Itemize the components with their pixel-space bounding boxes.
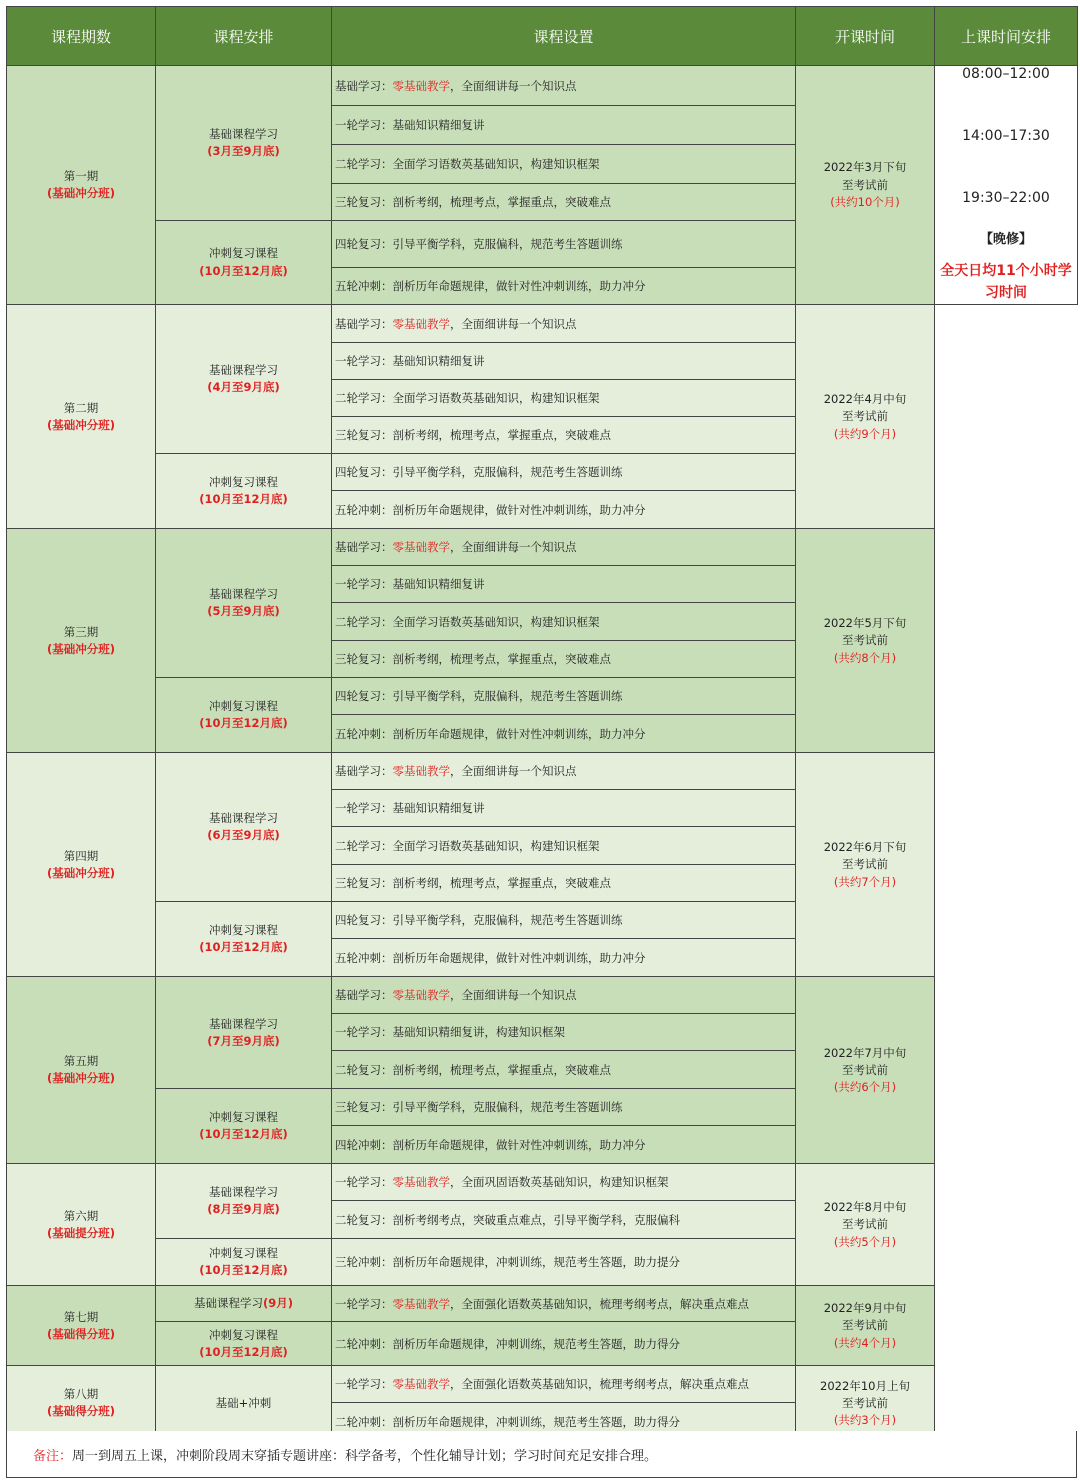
group-period: (10月至12月底) <box>199 940 288 955</box>
item-label: 五轮冲刺： <box>335 279 393 294</box>
item-text: 基础知识精细复讲 <box>392 801 485 816</box>
start-date: 2022年4月中旬 <box>823 392 907 406</box>
item-highlight: 零基础教学 <box>392 988 450 1003</box>
course-item <box>332 865 796 902</box>
item-text: 剖析历年命题规律，冲刺训练，规范考生答题，助力得分 <box>392 1336 680 1351</box>
item-label: 四轮复习： <box>335 913 393 928</box>
item-label: 二轮学习： <box>335 614 393 629</box>
start-cell <box>796 1286 935 1366</box>
start-until: 至考试前 <box>842 633 888 648</box>
term-name-cell <box>7 977 156 1164</box>
start-until: 至考试前 <box>842 409 888 424</box>
start-until: 至考试前 <box>842 1395 888 1410</box>
item-text: 基础知识精细复讲 <box>392 354 485 369</box>
item-text: 引导平衡学科，克服偏科，规范考生答题训练 <box>392 689 623 704</box>
item-label: 一轮学习： <box>335 354 393 369</box>
term-name: 第二期 <box>63 400 99 415</box>
term-name-cell <box>7 1286 156 1366</box>
start-date: 2022年8月中旬 <box>823 1200 907 1214</box>
item-label: 五轮冲刺： <box>335 950 393 965</box>
item-label: 二轮学习： <box>335 838 393 853</box>
group-name: 基础课程学习 <box>193 1296 263 1311</box>
item-text: 引导平衡学科，克服偏科，规范考生答题训练 <box>392 1100 623 1115</box>
start-date: 2022年10月上旬 <box>820 1378 910 1393</box>
course-item <box>332 529 796 566</box>
header-arrangement: 课程安排 <box>156 7 332 66</box>
item-text: 剖析历年命题规律，冲刺训练，规范考生答题，助力提分 <box>392 1255 680 1270</box>
term-class: (基础冲分班) <box>46 186 115 201</box>
header-term: 课程期数 <box>7 7 156 66</box>
start-cell <box>796 1366 935 1441</box>
item-label: 三轮复习： <box>335 428 393 443</box>
item-label: 基础学习： <box>335 78 393 93</box>
course-item <box>332 1089 796 1126</box>
course-item <box>332 1126 796 1164</box>
item-label: 一轮学习： <box>335 118 393 132</box>
item-text: 全面学习语数英基础知识，构建知识框架 <box>392 614 600 629</box>
group-period: (10月至12月底) <box>199 1263 288 1278</box>
item-label: 三轮复习： <box>335 1100 393 1115</box>
group-period: (10月至12月底) <box>199 492 288 507</box>
header-setting: 课程设置 <box>332 7 796 66</box>
item-label: 一轮学习： <box>335 1175 393 1190</box>
term-name: 第七期 <box>63 1309 99 1324</box>
course-item <box>332 827 796 865</box>
group-cell <box>156 529 332 678</box>
item-text: 引导平衡学科，克服偏科，规范考生答题训练 <box>392 913 623 928</box>
item-label: 基础学习： <box>335 540 393 555</box>
start-until: 至考试前 <box>842 1062 888 1077</box>
start-date: 2022年7月中旬 <box>823 1045 907 1060</box>
course-item <box>332 1164 796 1201</box>
duration: (共约10个月) <box>830 194 900 209</box>
term-name: 第六期 <box>63 1208 99 1223</box>
term-4 <box>7 753 1078 977</box>
item-label: 三轮复习： <box>335 195 393 209</box>
group-cell <box>156 221 332 305</box>
course-item <box>332 1201 796 1239</box>
header-start-time: 开课时间 <box>796 7 935 66</box>
group-name: 基础课程学习 <box>209 363 278 378</box>
item-text: 剖析考纲考点，突破重点难点，引导平衡学科，克服偏科 <box>392 1212 680 1227</box>
group-cell <box>156 678 332 753</box>
group-cell <box>156 1366 332 1441</box>
term-name: 第八期 <box>63 1387 99 1402</box>
group-name: 基础课程学习 <box>209 126 278 141</box>
item-text: ，全面强化语数英基础知识，梳理考纲考点，解决重点难点 <box>450 1296 749 1311</box>
term-7 <box>7 1286 1078 1366</box>
start-cell <box>796 753 935 977</box>
item-label: 一轮学习： <box>335 1025 393 1040</box>
course-item <box>332 566 796 603</box>
term-name-cell <box>7 529 156 753</box>
term-name: 第一期 <box>63 168 99 183</box>
item-text: ，全面强化语数英基础知识，梳理考纲考点，解决重点难点 <box>450 1377 749 1392</box>
item-highlight: 零基础教学 <box>392 764 450 779</box>
course-item <box>332 715 796 753</box>
item-text: 剖析历年命题规律，做针对性冲刺训练，助力冲分 <box>392 502 646 517</box>
duration: (共约9个月) <box>833 426 897 441</box>
term-class: (基础得分班) <box>46 1326 115 1341</box>
group-name: 冲刺复习课程 <box>209 475 278 490</box>
item-label: 二轮复习： <box>335 1062 393 1077</box>
item-label: 二轮学习： <box>335 391 393 406</box>
term-class: (基础得分班) <box>46 1404 115 1419</box>
course-item <box>332 106 796 145</box>
group-period: (10月至12月底) <box>199 716 288 731</box>
group-cell <box>156 1239 332 1286</box>
item-text: 引导平衡学科，克服偏科，规范考生答题训练 <box>392 465 623 480</box>
item-label: 五轮冲刺： <box>335 726 393 741</box>
item-text: 剖析考纲，梳理考点，掌握重点，突破难点 <box>392 1062 611 1077</box>
term-name-cell <box>7 305 156 529</box>
duration: (共约3个月) <box>833 1413 897 1427</box>
start-until: 至考试前 <box>842 1318 888 1333</box>
course-item <box>332 268 796 305</box>
group-period: (10月至12月底) <box>199 1344 288 1359</box>
schedule-table-wrapper <box>6 6 1077 1441</box>
course-item <box>332 1366 796 1403</box>
note-row <box>6 1431 1077 1478</box>
item-text: ，全面细讲每一个知识点 <box>450 988 577 1003</box>
group-period: (9月) <box>262 1296 293 1311</box>
item-label: 三轮冲刺： <box>335 1255 393 1270</box>
group-period: (7月至9月底) <box>207 1033 280 1048</box>
group-period: (6月至9月底) <box>207 828 280 843</box>
group-cell <box>156 1164 332 1239</box>
evening-study-label: 【晚修】 <box>979 232 1032 247</box>
term-name: 第五期 <box>63 1054 99 1069</box>
note-text: 周一到周五上课，冲刺阶段周末穿插专题讲座：科学备考，个性化辅导计划；学习时间充足安排合理。 <box>72 1449 658 1464</box>
course-item <box>332 145 796 184</box>
group-cell <box>156 1089 332 1164</box>
course-item <box>332 1286 796 1322</box>
term-5 <box>7 977 1078 1164</box>
header-class-time: 上课时间安排 <box>935 7 1078 66</box>
item-label: 一轮学习： <box>335 1296 393 1311</box>
item-text: 基础知识精细复讲，构建知识框架 <box>392 1025 565 1040</box>
item-label: 一轮学习： <box>335 1377 393 1392</box>
group-cell <box>156 902 332 977</box>
group-name: 基础课程学习 <box>209 1016 278 1031</box>
group-name: 冲刺复习课程 <box>209 1327 278 1342</box>
item-label: 二轮冲刺： <box>335 1414 393 1429</box>
item-text: 剖析考纲，梳理考点，掌握重点，突破难点 <box>392 428 611 443</box>
start-until: 至考试前 <box>842 857 888 872</box>
course-item <box>332 678 796 715</box>
start-cell <box>796 977 935 1164</box>
course-item <box>332 305 796 343</box>
item-label: 基础学习： <box>335 988 393 1003</box>
group-cell <box>156 753 332 902</box>
item-label: 三轮复习： <box>335 652 393 667</box>
course-item <box>332 491 796 529</box>
note-label: 备注： <box>33 1449 73 1464</box>
start-date: 2022年9月中旬 <box>823 1301 907 1315</box>
item-text: 全面学习语数英基础知识，构建知识框架 <box>392 391 600 406</box>
item-label: 一轮学习： <box>335 577 393 592</box>
duration: (共约4个月) <box>833 1335 897 1350</box>
group-name: 冲刺复习课程 <box>209 1246 278 1261</box>
start-date: 2022年5月下旬 <box>823 616 907 630</box>
course-schedule-table <box>6 6 1078 1441</box>
item-highlight: 零基础教学 <box>392 316 450 331</box>
class-time-cell <box>935 66 1078 305</box>
item-text: 基础知识精细复讲 <box>392 118 485 132</box>
item-highlight: 零基础教学 <box>392 78 450 93</box>
item-text: ，全面细讲每一个知识点 <box>450 540 577 555</box>
item-label: 二轮学习： <box>335 157 393 171</box>
term-class: (基础冲分班) <box>46 641 115 656</box>
item-text: ，全面细讲每一个知识点 <box>450 316 577 331</box>
item-label: 五轮冲刺： <box>335 502 393 517</box>
course-item <box>332 66 796 106</box>
duration: (共约8个月) <box>833 650 897 665</box>
start-until: 至考试前 <box>842 1217 888 1232</box>
duration: (共约7个月) <box>833 874 897 889</box>
course-item <box>332 939 796 977</box>
course-item <box>332 1239 796 1286</box>
group-name: 基础课程学习 <box>209 1185 278 1200</box>
course-item <box>332 603 796 641</box>
group-cell <box>156 454 332 529</box>
item-text: 剖析历年命题规律，做针对性冲刺训练，助力冲分 <box>392 1137 646 1152</box>
course-item <box>332 790 796 827</box>
term-3 <box>7 529 1078 753</box>
item-label: 基础学习： <box>335 316 393 331</box>
item-label: 四轮复习： <box>335 237 393 252</box>
item-highlight: 零基础教学 <box>392 540 450 555</box>
item-text: ，全面细讲每一个知识点 <box>450 764 577 779</box>
term-name: 第三期 <box>63 624 99 639</box>
course-item <box>332 902 796 939</box>
time-slot-afternoon: 14:00–17:30 <box>962 128 1050 144</box>
group-period: (3月至9月底) <box>207 144 280 158</box>
term-6 <box>7 1164 1078 1286</box>
term-1 <box>7 66 1078 305</box>
item-text: 全面学习语数英基础知识，构建知识框架 <box>392 838 600 853</box>
group-name: 冲刺复习课程 <box>209 699 278 714</box>
term-class: (基础冲分班) <box>46 1071 115 1086</box>
term-class: (基础冲分班) <box>46 417 115 432</box>
item-highlight: 零基础教学 <box>392 1175 450 1190</box>
course-item <box>332 221 796 268</box>
course-item <box>332 184 796 221</box>
term-name-cell <box>7 753 156 977</box>
term-name-cell <box>7 1366 156 1441</box>
course-item <box>332 1322 796 1366</box>
item-text: 剖析考纲，梳理考点，掌握重点，突破难点 <box>392 195 611 209</box>
daily-hours-highlight: 全天日均11个小时学习时间 <box>940 263 1072 301</box>
item-label: 四轮冲刺： <box>335 1137 393 1152</box>
group-cell <box>156 977 332 1089</box>
term-2 <box>7 305 1078 529</box>
group-name: 基础+冲刺 <box>215 1395 272 1410</box>
term-class: (基础提分班) <box>46 1225 115 1240</box>
item-text: 基础知识精细复讲 <box>392 577 485 592</box>
start-until: 至考试前 <box>842 177 888 192</box>
course-item <box>332 380 796 417</box>
start-date: 2022年6月下旬 <box>823 840 907 854</box>
time-slot-evening: 19:30–22:00 <box>962 190 1050 206</box>
group-period: (10月至12月底) <box>199 1127 288 1142</box>
group-cell <box>156 1322 332 1366</box>
course-item <box>332 1051 796 1089</box>
item-highlight: 零基础教学 <box>392 1377 450 1392</box>
group-period: (10月至12月底) <box>199 263 288 278</box>
table-header <box>7 7 1078 66</box>
start-date: 2022年3月下旬 <box>823 160 907 175</box>
item-text: 剖析考纲，梳理考点，掌握重点，突破难点 <box>392 876 611 891</box>
item-label: 二轮冲刺： <box>335 1336 393 1351</box>
item-label: 二轮复习： <box>335 1212 393 1227</box>
item-label: 基础学习： <box>335 764 393 779</box>
duration: (共约5个月) <box>833 1234 897 1249</box>
item-text: ，全面巩固语数英基础知识，构建知识框架 <box>450 1175 669 1190</box>
term-name: 第四期 <box>63 848 99 863</box>
course-item <box>332 641 796 678</box>
item-text: ，全面细讲每一个知识点 <box>450 78 577 93</box>
group-period: (4月至9月底) <box>207 380 280 395</box>
course-item <box>332 977 796 1014</box>
term-name-cell <box>7 1164 156 1286</box>
duration: (共约6个月) <box>833 1080 897 1094</box>
item-label: 四轮复习： <box>335 465 393 480</box>
group-name: 基础课程学习 <box>209 811 278 826</box>
item-text: 剖析考纲，梳理考点，掌握重点，突破难点 <box>392 652 611 667</box>
item-label: 三轮复习： <box>335 876 393 891</box>
course-item <box>332 417 796 454</box>
group-cell <box>156 1286 332 1322</box>
item-text: 剖析历年命题规律，做针对性冲刺训练，助力冲分 <box>392 950 646 965</box>
course-item <box>332 753 796 790</box>
item-text: 全面学习语数英基础知识，构建知识框架 <box>392 157 600 171</box>
start-cell <box>796 66 935 305</box>
term-8 <box>7 1366 1078 1441</box>
item-label: 四轮复习： <box>335 689 393 704</box>
group-name: 冲刺复习课程 <box>209 923 278 938</box>
group-cell <box>156 305 332 454</box>
group-name: 冲刺复习课程 <box>209 246 278 261</box>
item-label: 一轮学习： <box>335 801 393 816</box>
group-period: (5月至9月底) <box>207 604 280 619</box>
group-cell <box>156 66 332 221</box>
course-item <box>332 1014 796 1051</box>
group-name: 基础课程学习 <box>209 587 278 602</box>
start-cell <box>796 529 935 753</box>
header-row <box>7 7 1078 66</box>
group-name: 冲刺复习课程 <box>209 1110 278 1125</box>
start-cell <box>796 1164 935 1286</box>
item-highlight: 零基础教学 <box>392 1296 450 1311</box>
course-item <box>332 454 796 491</box>
item-text: 剖析历年命题规律，冲刺训练，规范考生答题，助力得分 <box>392 1414 680 1429</box>
course-item <box>332 343 796 380</box>
time-slot-morning: 08:00–12:00 <box>962 66 1050 82</box>
group-period: (8月至9月底) <box>207 1202 280 1217</box>
item-text: 剖析历年命题规律，做针对性冲刺训练，助力冲分 <box>392 726 646 741</box>
item-text: 引导平衡学科，克服偏科，规范考生答题训练 <box>392 237 623 252</box>
item-text: 剖析历年命题规律，做针对性冲刺训练，助力冲分 <box>392 279 646 294</box>
start-cell <box>796 305 935 529</box>
term-name-cell <box>7 66 156 305</box>
term-class: (基础冲分班) <box>46 865 115 880</box>
